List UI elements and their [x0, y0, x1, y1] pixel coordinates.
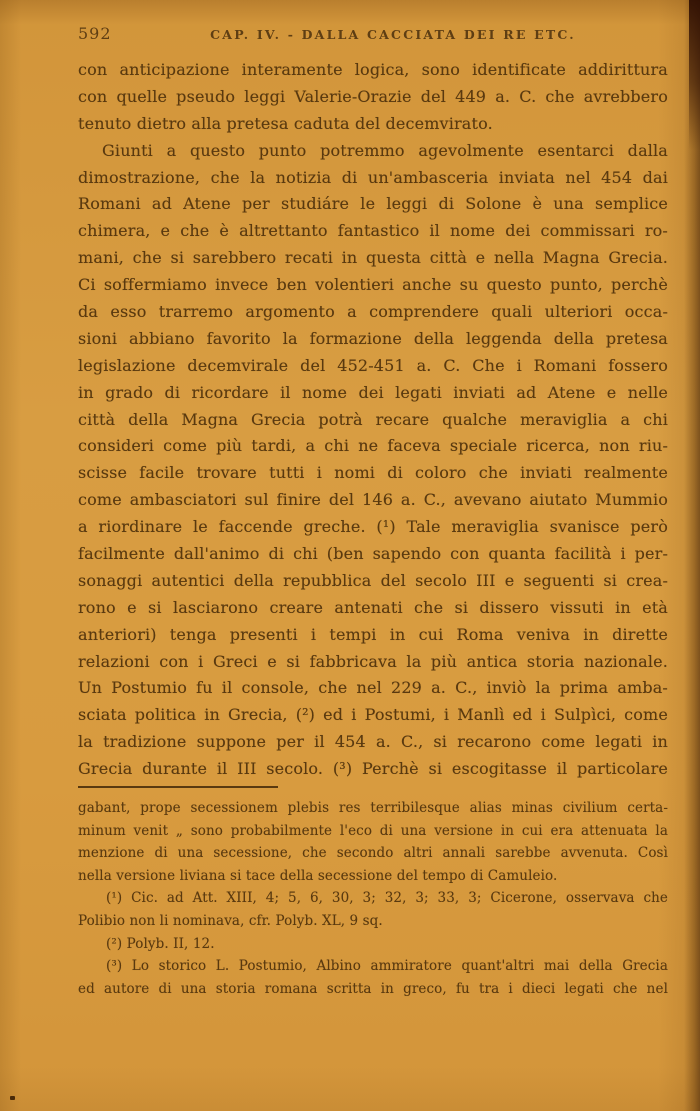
text-line: Giunti a questo punto potremmo agevolmente esentarci dalla	[102, 140, 668, 160]
text-line: consideri come più tardi, a chi ne faceva speciale ricerca, non riu-	[78, 436, 668, 456]
text-line: facilmente dall'animo di chi (ben sapendo con quanta facilità i per-	[78, 544, 668, 564]
text-line: rono e si lasciarono creare antenati che si dissero vissuti in età	[78, 597, 668, 617]
text-line: (¹) Cic. ad Att. XIII, 4; 5, 6, 30, 3; 32, 3; 33, 3; Cicerone, osservava che	[106, 890, 668, 907]
text-line: (³) Lo storico L. Postumio, Albino ammiratore quant'altri mai della Grecia	[106, 958, 668, 975]
text-line: sioni abbiano favorito la formazione della leggenda della pretesa	[78, 328, 668, 348]
page-edge-shadow	[684, 0, 700, 1111]
text-line: Ci soffermiamo invece ben volentieri anche su questo punto, perchè	[78, 275, 668, 295]
text-line: da esso trarremo argomento a comprendere quali ulteriori occa-	[78, 302, 668, 322]
text-line: chimera, e che è altrettanto fantastico il nome dei commissari ro-	[78, 221, 668, 241]
footnote-text	[78, 797, 668, 1000]
text-line: come ambasciatori sul finire del 146 a. C., avevano aiutato Mummio	[78, 490, 668, 510]
text-line: città della Magna Grecia potrà recare qualche meraviglia a chi	[78, 409, 668, 429]
text-line: ed autore di una storia romana scritta in greco, fu tra i dieci legati che nel	[78, 980, 668, 997]
page-number: 592	[78, 24, 112, 43]
text-line: dimostrazione, che la notizia di un'ambasceria inviata nel 454 dai	[78, 167, 668, 187]
footnote-separator	[78, 786, 278, 788]
text-line: gabant, prope secessionem plebis res terribilesque alias minas civilium certa-	[78, 800, 668, 816]
text-line: sonaggi autentici della repubblica del secolo III e seguenti si crea-	[78, 570, 668, 590]
text-line: mani, che si sarebbero recati in questa città e nella Magna Grecia.	[78, 248, 668, 268]
text-line: nella versione liviana si tace della secessione del tempo di Camuleio.	[78, 867, 558, 884]
page-corner-shadow	[689, 0, 700, 150]
chapter-title: CAP. IV. - DALLA CACCIATA DEI RE ETC.	[210, 27, 576, 42]
text-line: con anticipazione interamente logica, sono identificate addirittura	[78, 60, 668, 79]
text-line: tenuto dietro alla pretesa caduta del decemvirato.	[78, 113, 493, 133]
text-line: scisse facile trovare tutti i nomi di coloro che inviati realmente	[78, 463, 668, 483]
text-line: a riordinare le faccende greche. (¹) Tale meraviglia svanisce però	[78, 517, 668, 537]
text-line: anteriori) tenga presenti i tempi in cui Roma veniva in dirette	[78, 624, 668, 644]
text-line: (²) Polyb. II, 12.	[106, 935, 215, 952]
page-header	[78, 24, 668, 46]
text-line: Polibio non li nominava, cfr. Polyb. XL, 9 sq.	[78, 912, 383, 929]
text-line: Romani ad Atene per studiáre le leggi di Solone è una semplice	[78, 194, 668, 214]
text-line: legislazione decemvirale del 452-451 a. C. Che i Romani fossero	[78, 355, 668, 375]
ink-speck	[10, 1096, 15, 1100]
text-line: menzione di una secessione, che secondo altri annali sarebbe avvenuta. Così	[78, 845, 668, 862]
text-line: in grado di ricordare il nome dei legati inviati ad Atene e nelle	[78, 382, 668, 402]
text-line: Grecia durante il III secolo. (³) Perchè si escogitasse il particolare	[78, 759, 668, 779]
text-line: la tradizione suppone per il 454 a. C., si recarono come legati in	[78, 732, 668, 752]
body-text	[78, 57, 668, 783]
text-line: relazioni con i Greci e si fabbricava la più antica storia nazionale.	[78, 651, 668, 671]
text-line: Un Postumio fu il console, che nel 229 a. C., inviò la prima amba-	[78, 678, 668, 698]
text-line: sciata politica in Grecia, (²) ed i Postumi, i Manlì ed i Sulpìci, come	[78, 705, 668, 725]
text-line: minum venit „ sono probabilmente l'eco di una versione in cui era attenuata la	[78, 822, 668, 839]
text-line: con quelle pseudo leggi Valerie-Orazie del 449 a. C. che avrebbero	[78, 86, 668, 106]
